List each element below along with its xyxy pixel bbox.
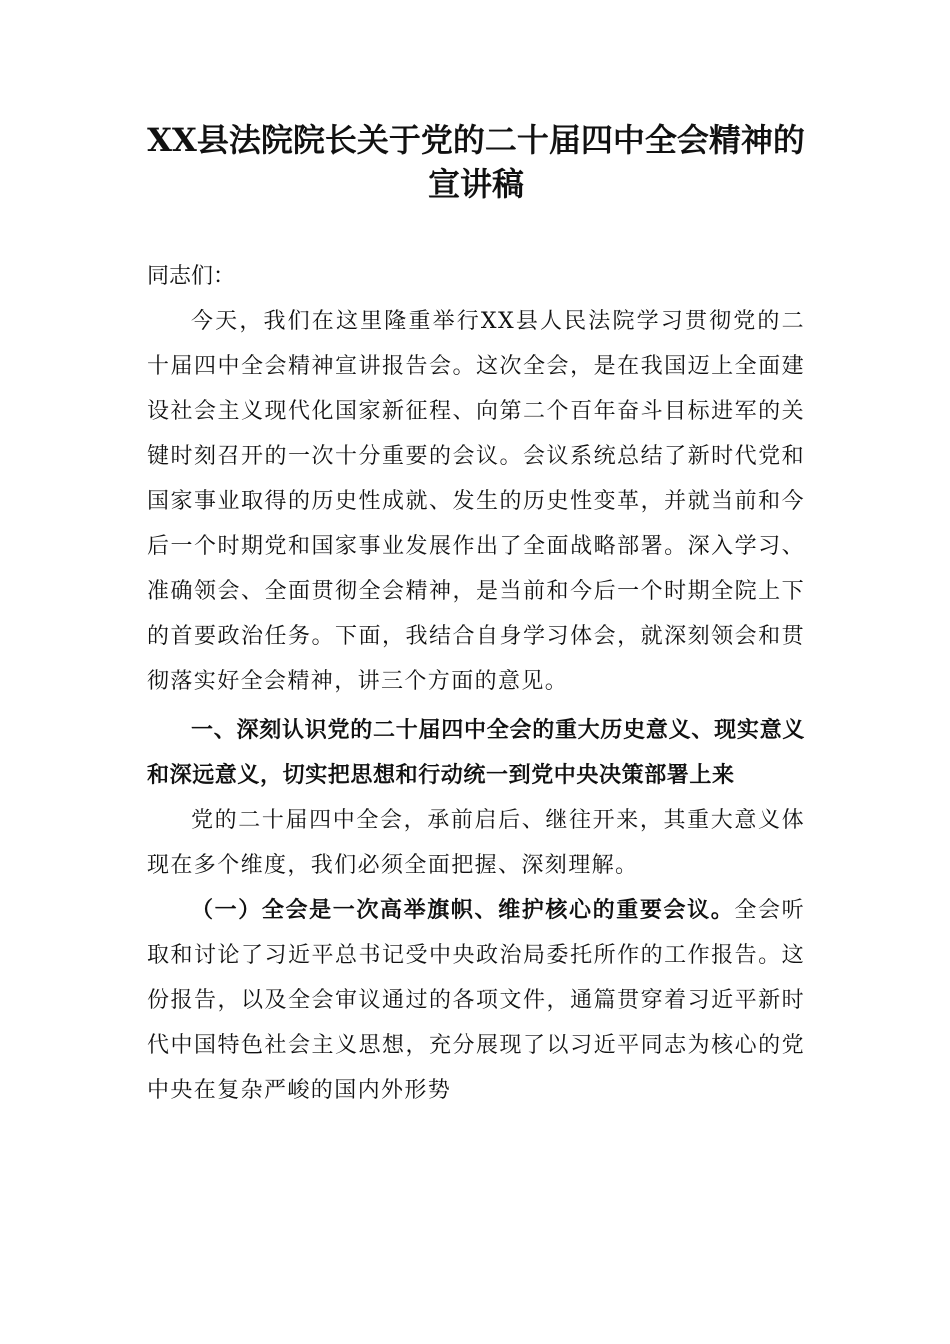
intro-paragraph: 今天，我们在这里隆重举行XX县人民法院学习贯彻党的二十届四中全会精神宣讲报告会。这次全会，是在我国迈上全面建设社会主义现代化国家新征程、向第二个百年奋斗目标进军的关键时刻召开的一次十分重要的会议。会议系统总结了新时代党和国家事业取得的历史性成就、发生的历史性变革，并就当前和今后一个时期党和国家事业发展作出了全面战略部署。深入学习、准确领会、全面贯彻全会精神，是当前和今后一个时期全院上下的首要政治任务。下面，我结合自身学习体会，就深刻领会和贯彻落实好全会精神，讲三个方面的意见。 — [147, 309, 805, 694]
document-title: XX县法院院长关于党的二十届四中全会精神的宣讲稿 — [147, 121, 805, 203]
section-heading-one: 一、深刻认识党的二十届四中全会的重大历史意义、现实意义和深远意义，切实把思想和行动统一到党中央决策部署上来 — [147, 718, 805, 788]
subsection-one-body: 全会听取和讨论了习近平总书记受中央政治局委托所作的工作报告。这份报告，以及全会审议通过的各项文件，通篇贯穿着习近平新时代中国特色社会主义思想，充分展现了以习近平同志为核心的党中央在复杂严峻的国内外形势 — [147, 898, 806, 1103]
subsection-one-heading: （一）全会是一次高举旗帜、维护核心的重要会议。 — [191, 897, 735, 923]
section-one-intro-paragraph: 党的二十届四中全会，承前启后、继往开来，其重大意义体现在多个维度，我们必须全面把握、深刻理解。 — [147, 808, 805, 878]
document-page — [147, 118, 805, 1113]
subsection-one-paragraph — [147, 888, 805, 1113]
salutation: 同志们： — [147, 264, 236, 289]
